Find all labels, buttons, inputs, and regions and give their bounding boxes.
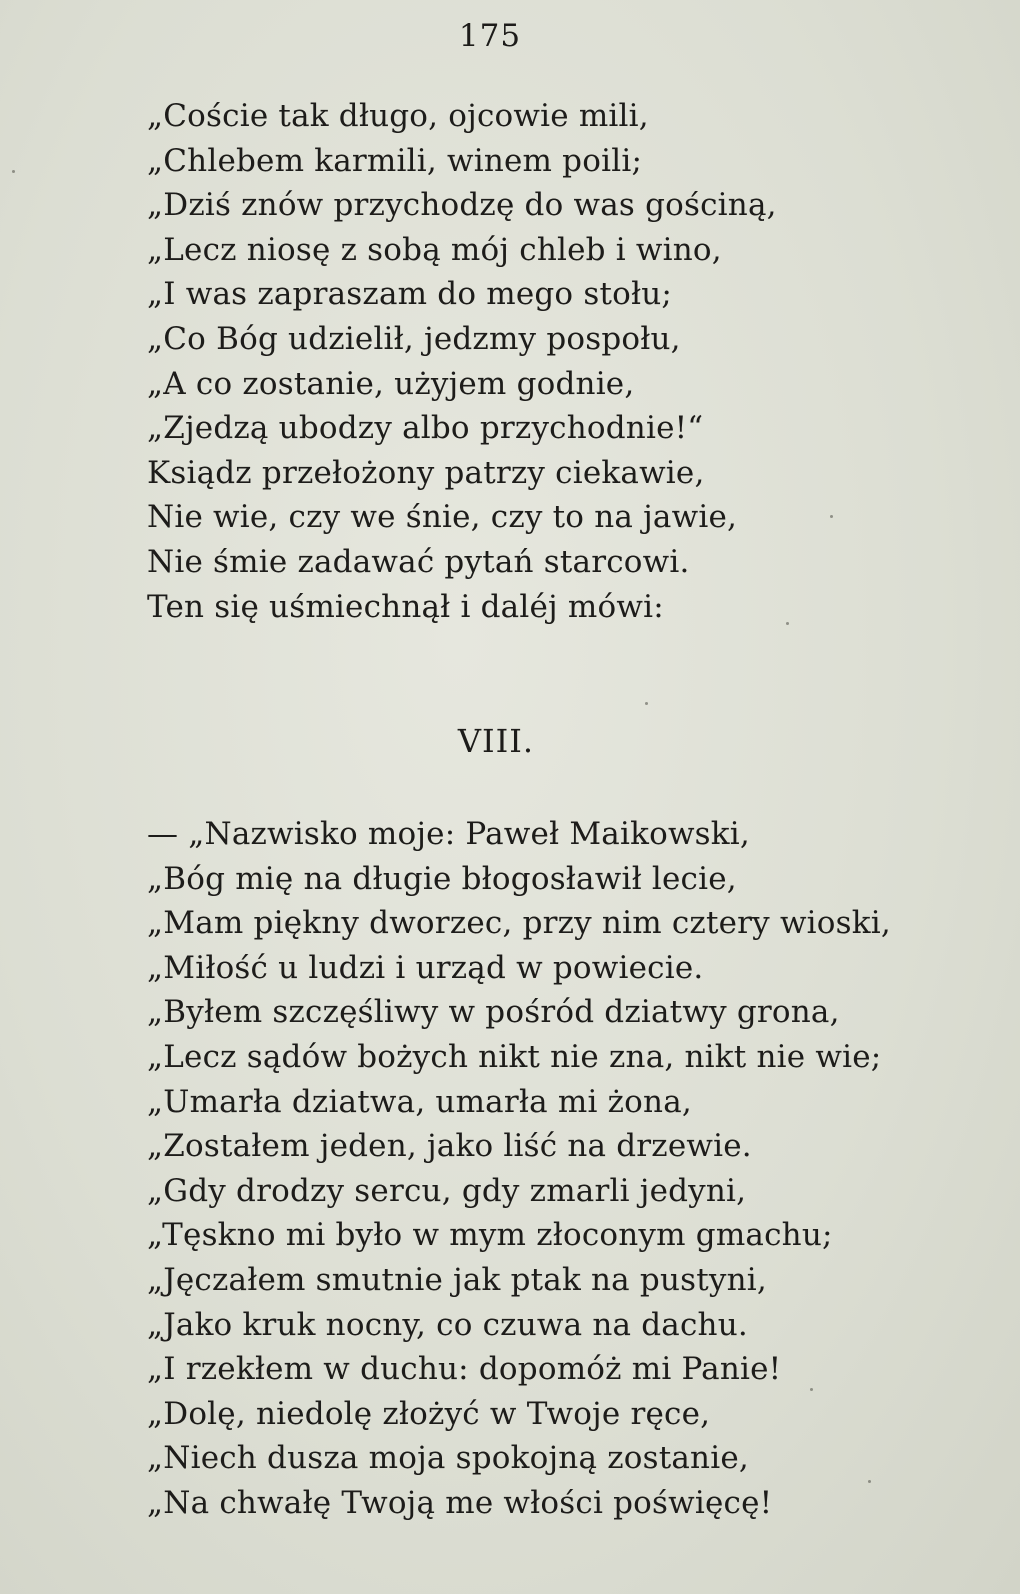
stanza-2 — [147, 812, 891, 1526]
stanza-1 — [147, 94, 777, 629]
verse-line: „Lecz niosę z sobą mój chleb i wino, — [147, 231, 722, 268]
paper-speck — [810, 1388, 813, 1391]
verse-line: „Dolę, niedolę złożyć w Twoje ręce, — [147, 1395, 711, 1432]
paper-speck — [645, 702, 648, 705]
verse-line: „Niech dusza moja spokojną zostanie, — [147, 1440, 749, 1477]
paper-speck — [12, 170, 15, 173]
page-number: 175 — [458, 18, 522, 54]
paper-speck — [830, 515, 833, 518]
verse-line: „Jęczałem smutnie jak ptak na pustyni, — [147, 1261, 767, 1298]
verse-line: „Chlebem karmili, winem poili; — [147, 142, 643, 179]
verse-line: „Mam piękny dworzec, przy nim cztery wioski, — [147, 905, 891, 942]
verse-line: „I rzekłem w duchu: dopomóż mi Panie! — [147, 1351, 782, 1388]
verse-line: „Miłość u ludzi i urząd w powiecie. — [147, 949, 704, 986]
verse-line: „Coście tak długo, ojcowie mili, — [147, 98, 649, 134]
verse-line: „I was zapraszam do mego stołu; — [147, 276, 673, 313]
verse-line: „Dziś znów przychodzę do was gościną, — [147, 187, 777, 224]
verse-line: „Co Bóg udzielił, jedzmy pospołu, — [147, 320, 681, 357]
verse-line: „Byłem szczęśliwy w pośród dziatwy grona, — [147, 994, 840, 1031]
verse-line: Nie wie, czy we śnie, czy to na jawie, — [147, 499, 738, 536]
verse-line: „Gdy drodzy sercu, gdy zmarli jedyni, — [147, 1172, 747, 1209]
verse-line: Ksiądz przełożony patrzy ciekawie, — [147, 454, 705, 491]
verse-line: „Bóg mię na długie błogosławił lecie, — [147, 860, 737, 897]
verse-line: „Zjedzą ubodzy albo przychodnie!“ — [147, 410, 704, 447]
verse-line: „Na chwałę Twoją me włości poświęcę! — [147, 1484, 773, 1521]
paper-speck — [786, 622, 789, 625]
verse-line: Nie śmie zadawać pytań starcowi. — [147, 543, 690, 580]
verse-line: „A co zostanie, użyjem godnie, — [147, 365, 635, 402]
verse-line: „Umarła dziatwa, umarła mi żona, — [147, 1083, 692, 1120]
verse-line: Ten się uśmiechnął i daléj mówi: — [147, 588, 664, 625]
verse-line: „Jako kruk nocny, co czuwa na dachu. — [147, 1306, 748, 1343]
verse-line: „Lecz sądów bożych nikt nie zna, nikt nie wie; — [147, 1038, 882, 1075]
section-heading: VIII. — [457, 722, 535, 760]
verse-line: „Tęskno mi było w mym złoconym gmachu; — [147, 1217, 833, 1254]
verse-line: — „Nazwisko moje: Paweł Maikowski, — [147, 816, 750, 852]
paper-speck — [868, 1480, 871, 1483]
verse-line: „Zostałem jeden, jako liść na drzewie. — [147, 1128, 752, 1165]
